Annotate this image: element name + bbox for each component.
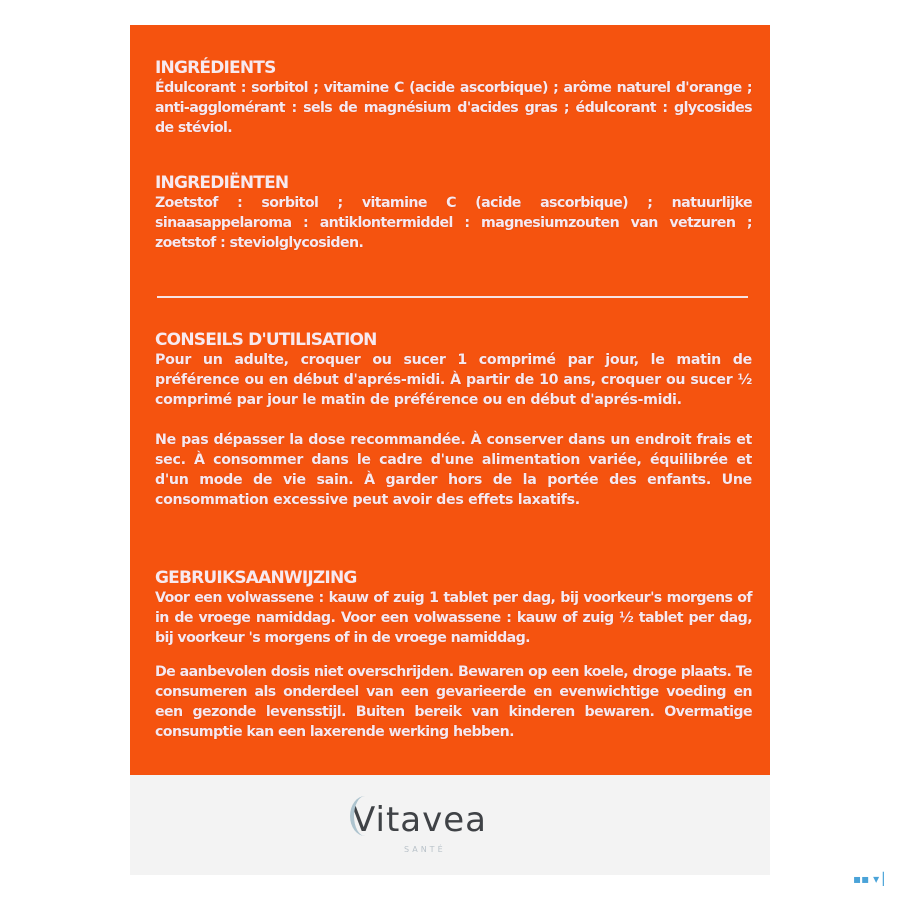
corner-mark-icon: ▪▪ ▾ ▏ bbox=[853, 872, 893, 886]
usage-fr-section bbox=[155, 330, 752, 510]
section-heading: CONSEILS D'UTILISATION bbox=[155, 330, 377, 350]
section-text: Ne pas dépasser la dose recommandée. À conserver dans un endroit frais et sec. À consommer dans le cadre d'une alimentation variée, équilibrée et d'un mode de vie sain. À garder hors de la portée des enfants. Une consommation excessive peut avoir des effets laxatifs. bbox=[155, 432, 752, 508]
ingredients-fr-section bbox=[155, 58, 752, 138]
brand-tagline: SANTÉ bbox=[404, 845, 446, 854]
usage-nl-section bbox=[155, 568, 752, 742]
section-text: De aanbevolen dosis niet overschrijden. Bewaren op een koele, droge plaats. Te consumeren als onderdeel van een gevarieerde en evenwichtige voeding en een gezonde levensstijl. Buiten bereik van kinderen bewaren. Overmatige consumptie kan een laxerende werking hebben. bbox=[155, 664, 752, 740]
divider bbox=[157, 296, 748, 298]
section-heading: INGRÉDIENTS bbox=[155, 58, 276, 78]
section-text: Voor een volwassene : kauw of zuig 1 tablet per dag, bij voorkeur's morgens of in de vroege namiddag. Voor een volwassene : kauw of zuig ½ tablet per dag, bij voorkeur 's morgens of in de vroege namiddag. bbox=[155, 590, 752, 646]
section-text: Édulcorant : sorbitol ; vitamine C (acide ascorbique) ; arôme naturel d'orange ; anti-agglomérant : sels de magnésium d'acides gras ; édulcorant : glycosides de stéviol. bbox=[155, 80, 752, 136]
section-text: Zoetstof : sorbitol ; vitamine C (acide ascorbique) ; natuurlijke sinaasappelaroma : antiklontermiddel : magnesiumzouten van vetzuren ; zoetstof : steviolglycosiden. bbox=[155, 195, 752, 251]
ingredients-nl-section bbox=[155, 173, 752, 253]
brand-logo bbox=[352, 800, 487, 854]
section-text: Pour un adulte, croquer ou sucer 1 comprimé par jour, le matin de préférence ou en début d'aprés-midi. À partir de 10 ans, croquer ou sucer ½ comprimé par jour le matin de préférence ou en début d'aprés-midi. bbox=[155, 352, 752, 408]
section-heading: INGREDIËNTEN bbox=[155, 173, 289, 193]
brand-name: Vitavea bbox=[352, 800, 487, 840]
section-heading: GEBRUIKSAANWIJZING bbox=[155, 568, 357, 588]
logo-leaf-icon bbox=[350, 796, 380, 836]
